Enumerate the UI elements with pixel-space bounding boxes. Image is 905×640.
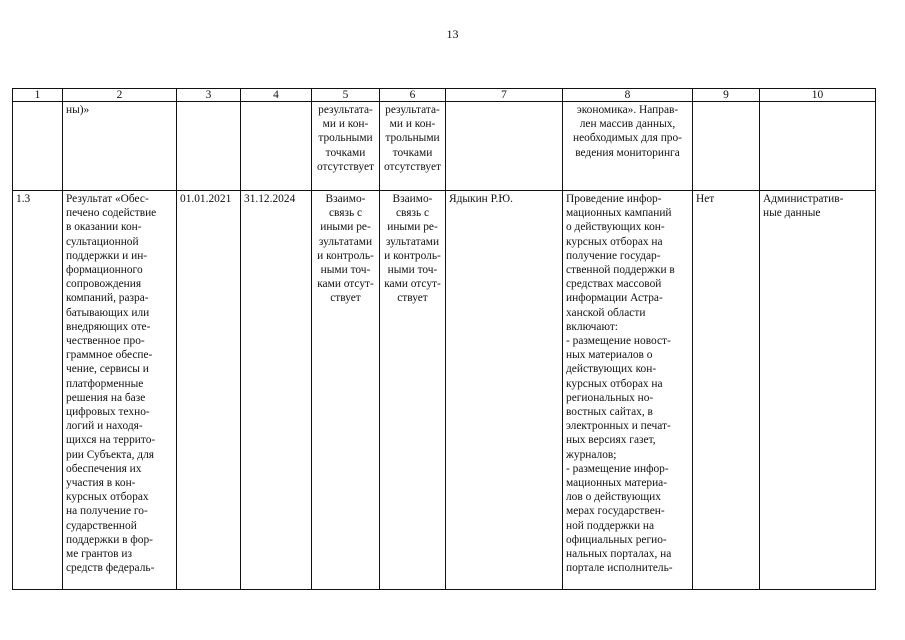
table-cell: Нет xyxy=(693,191,760,590)
column-header: 3 xyxy=(177,89,241,102)
column-header: 7 xyxy=(446,89,563,102)
table-cell: 31.12.2024 xyxy=(241,191,312,590)
table-row xyxy=(13,191,876,590)
column-header: 4 xyxy=(241,89,312,102)
column-header: 9 xyxy=(693,89,760,102)
table-cell xyxy=(177,102,241,191)
table-cell: Проведение инфор- мационных кампаний о действующих кон- курсных отборах на получение государ- ственной поддержки в средствах массовой информации Астра- ханской области включают: - размещение новост- ных материалов о действующих кон- курсных отборах на региональных но- востных сайтах, в электронных и печат- ных версиях газет, журналов; - размещение инфор- мационных материа- лов о действующих мерах государствен- ной поддержки на официальных регио- нальных порталах, на портале исполнитель- xyxy=(563,191,693,590)
table-cell: Административ- ные данные xyxy=(760,191,876,590)
column-number-row xyxy=(13,89,876,102)
table-cell xyxy=(693,102,760,191)
table-cell: Ядыкин Р.Ю. xyxy=(446,191,563,590)
column-header: 8 xyxy=(563,89,693,102)
table-cell xyxy=(446,102,563,191)
table-cell: 01.01.2021 xyxy=(177,191,241,590)
table-cell: Результат «Обес- печено содействие в оказании кон- сультационной поддержки и ин- формационного сопровождения компаний, разра- батывающих или внедряющих оте- чественное про- граммное обеспе- чение, сервисы и платформенные решения на базе цифровых техно- логий и находя- щихся на террито- рии Субъекта, для обеспечения их участия в кон- курсных отборах на получение го- сударственной поддержки в фор- ме грантов из средств федераль- xyxy=(63,191,177,590)
table-cell xyxy=(241,102,312,191)
table-cell: результата- ми и кон- трольными точками отсутствует xyxy=(380,102,446,191)
table-cell: результата- ми и кон- трольными точками отсутствует xyxy=(312,102,380,191)
table-cell xyxy=(760,102,876,191)
table-row xyxy=(13,102,876,191)
table-cell xyxy=(13,102,63,191)
column-header: 5 xyxy=(312,89,380,102)
table-cell: 1.3 xyxy=(13,191,63,590)
document-table xyxy=(12,88,876,590)
column-header: 10 xyxy=(760,89,876,102)
page-number: 13 xyxy=(446,27,459,41)
column-header: 2 xyxy=(63,89,177,102)
column-header: 6 xyxy=(380,89,446,102)
table-cell: Взаимо- связь с иными ре- зультатами и контроль- ными точ- ками отсут- ствует xyxy=(312,191,380,590)
table-cell: Взаимо- связь с иными ре- зультатами и контроль- ными точ- ками отсут- ствует xyxy=(380,191,446,590)
table-cell: ны)» xyxy=(63,102,177,191)
table-cell: экономика». Направ- лен массив данных, необходимых для про- ведения мониторинга xyxy=(563,102,693,191)
column-header: 1 xyxy=(13,89,63,102)
